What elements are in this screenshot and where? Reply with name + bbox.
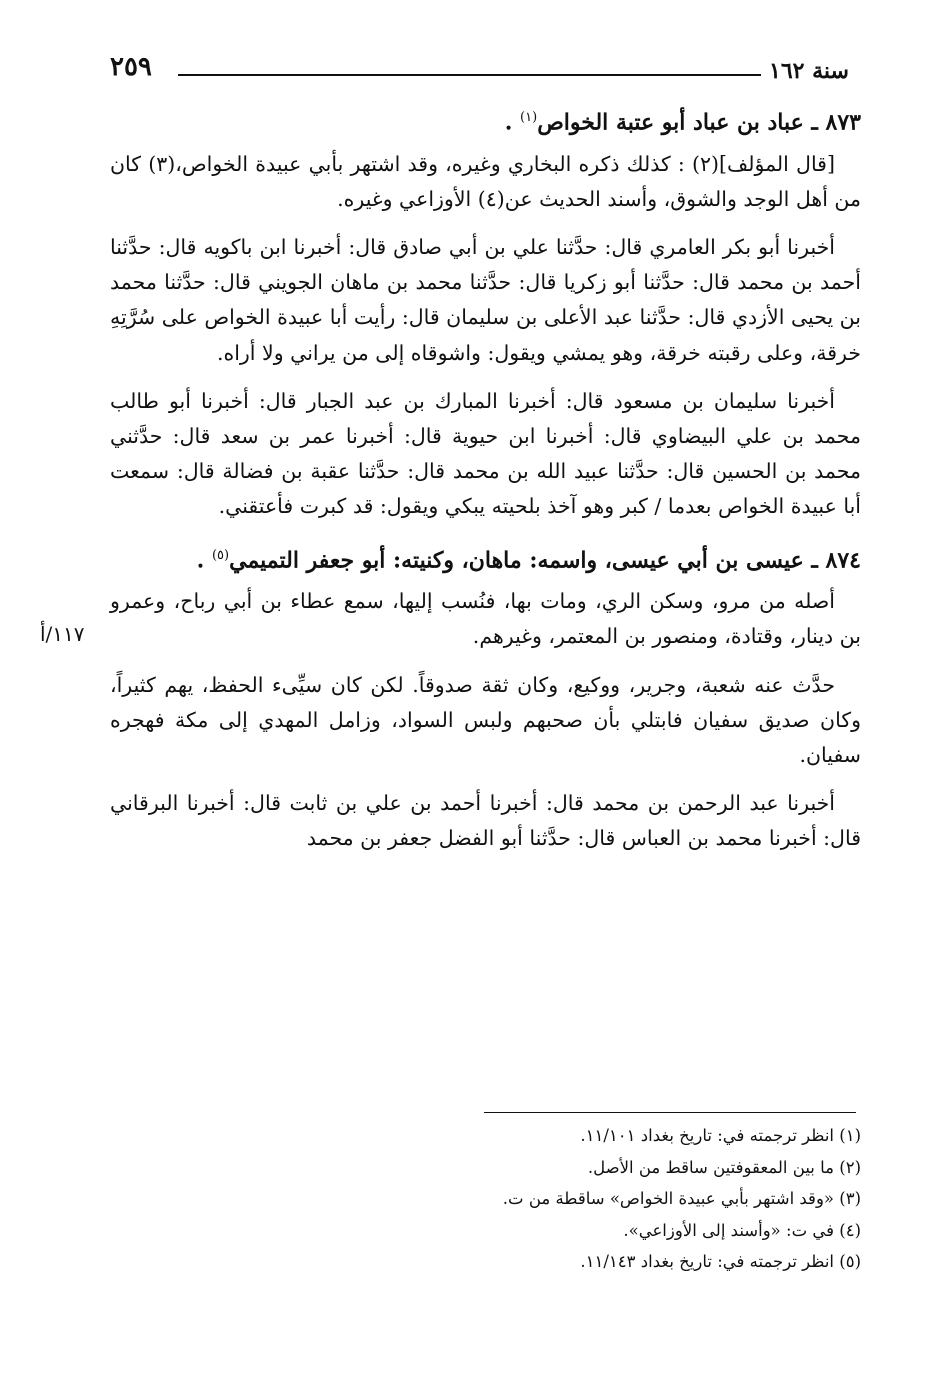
footnote: (١) انظر ترجمته في: تاريخ بغداد ١١/١٠١. <box>580 1126 861 1145</box>
footnote-rule <box>484 1112 856 1113</box>
footnote: (٢) ما بين المعقوفتين ساقط من الأصل. <box>587 1157 861 1177</box>
paragraph: حدَّث عنه شعبة، وجرير، ووكيع، وكان ثقة صدوقاً. لكن كان سيِّىء الحفظ، يهم كثيراً، وكان صديق سفيان فابتلي بأن صحبهم ولبس السواد، وزامل المهدي إلى مكة فهجره سفيان. <box>110 672 861 767</box>
body-text <box>110 100 861 870</box>
running-head-title: سنة ١٦٢ <box>769 58 849 84</box>
entry-heading-end: . <box>196 546 212 573</box>
entry-heading-text: ٨٧٣ ـ عباد بن عباد أبو عتبة الخواص <box>537 109 861 136</box>
paragraph: [قال المؤلف](٢) : كذلك ذكره البخاري وغيره، وقد اشتهر بأبي عبيدة الخواص،(٣) كان من أهل الوجد والشوق، وأسند الحديث عن(٤) الأوزاعي وغيره. <box>110 151 861 211</box>
paragraph: أخبرنا سليمان بن مسعود قال: أخبرنا المبارك بن عبد الجبار قال: أخبرنا أبو طالب محمد بن علي البيضاوي قال: أخبرنا ابن حيوية قال: أخبرنا عمر بن سعد قال: حدَّثني محمد بن الحسين قال: حدَّثنا عبيد الله بن محمد قال: حدَّثنا عقبة بن فضالة قال: سمعت أبا عبيدة الخواص بعدما / كبر وهو آخذ بلحيته يبكي ويقول: قد كبرت فأعتقني. <box>110 388 861 519</box>
margin-folio-reference: ١١٧/أ <box>40 622 85 646</box>
footnote-marker: (١) <box>520 110 538 125</box>
page-number: ٢٥٩ <box>110 52 152 82</box>
footnote: (٤) في ت: «وأسند إلى الأوزاعي». <box>623 1220 861 1240</box>
paragraph: أخبرنا أبو بكر العامري قال: حدَّثنا علي بن أبي صادق قال: أخبرنا ابن باكويه قال: حدَّثنا أحمد بن محمد قال: حدَّثنا أبو زكريا قال: حدَّثنا محمد بن ماهان الجويني قال: حدَّثنا محمد بن يحيى الأزدي قال: حدَّثنا عبد الأعلى بن سليمان قال: رأيت أبا عبيدة الخواص على سُرَّتِهِ خرقة، وعلى رقبته خرقة، وهو يمشي ويقول: واشوقاه إلى من يراني ولا أراه. <box>110 234 861 365</box>
running-head-rule <box>178 74 761 76</box>
entry-heading <box>110 100 861 141</box>
paragraph: أصله من مرو، وسكن الري، ومات بها، فنُسب إليها، سمع عطاء بن أبي رباح، وعمرو بن دينار، وقتادة، ومنصور بن المعتمر، وغيرهم. <box>110 589 861 649</box>
footnote-marker: (٥) <box>211 547 230 563</box>
entry-heading-end: . <box>504 109 521 136</box>
footnotes <box>110 1120 861 1278</box>
paragraph: أخبرنا عبد الرحمن بن محمد قال: أخبرنا أحمد بن علي بن ثابت قال: أخبرنا البرقاني قال: أخبرنا محمد بن العباس قال: حدَّثنا أبو الفضل جعفر بن محمد <box>110 791 861 851</box>
entry-heading <box>110 538 861 579</box>
footnote: (٣) «وقد اشتهر بأبي عبيدة الخواص» ساقطة من ت. <box>502 1189 861 1208</box>
running-head <box>110 52 849 92</box>
entry-heading-text: ٨٧٤ ـ عيسى بن أبي عيسى، واسمه: ماهان، وكنيته: أبو جعفر التميمي <box>229 546 861 573</box>
footnote: (٥) انظر ترجمته في: تاريخ بغداد ١١/١٤٣. <box>580 1252 861 1271</box>
